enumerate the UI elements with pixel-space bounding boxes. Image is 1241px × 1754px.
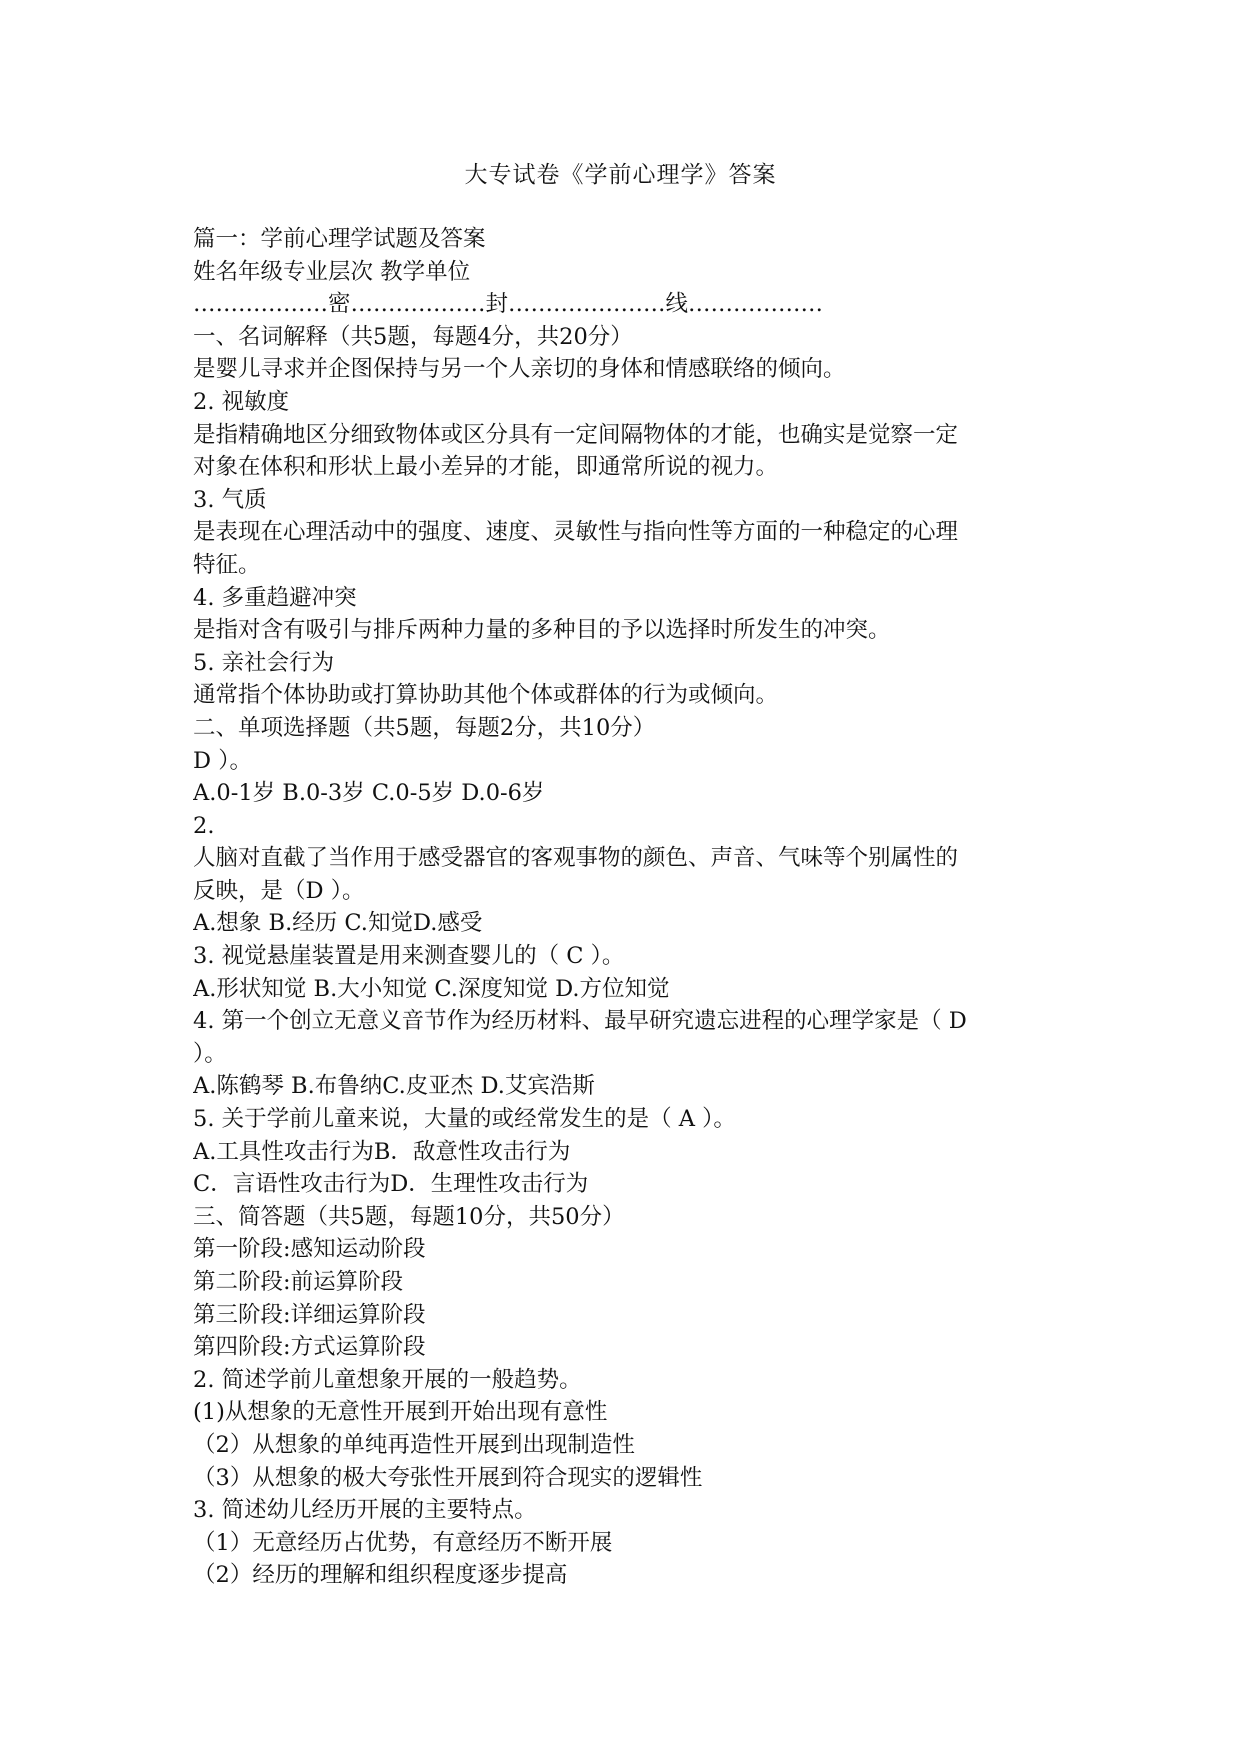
- answer-text: 是婴儿寻求并企图保持与另一个人亲切的身体和情感联络的倾向。: [193, 356, 846, 383]
- question-text: 3. 视觉悬崖装置是用来测查婴儿的（ C ）。: [193, 943, 625, 970]
- question-text: 3. 简述幼儿经历开展的主要特点。: [193, 1497, 537, 1524]
- header-info-line: 姓名年级专业层次 教学单位: [193, 258, 471, 285]
- choice-options: A.0-1岁 B.0-3岁 C.0-5岁 D.0-6岁: [193, 780, 545, 807]
- question-text: 人脑对直截了当作用于感受器官的客观事物的颜色、声音、气味等个别属性的: [193, 845, 959, 872]
- section-heading-multiple-choice: 二、单项选择题（共5题，每题2分，共10分）: [193, 714, 656, 741]
- section-heading-short-answer: 三、简答题（共5题，每题10分，共50分）: [193, 1203, 625, 1230]
- answer-text: 第四阶段:方式运算阶段: [193, 1334, 426, 1361]
- answer-text: 特征。: [193, 551, 261, 578]
- answer-text: （2）经历的理解和组织程度逐步提高: [193, 1562, 568, 1589]
- answer-text: 是表现在心理活动中的强度、速度、灵敏性与指向性等方面的一种稳定的心理: [193, 519, 959, 546]
- choice-options: A.工具性攻击行为B．敌意性攻击行为: [193, 1138, 571, 1165]
- choice-options: A.想象 B.经历 C.知觉D.感受: [193, 910, 483, 937]
- section-heading-part-one: 篇一：学前心理学试题及答案: [193, 226, 486, 252]
- answer-text: 对象在体积和形状上最小差异的才能，即通常所说的视力。: [193, 454, 779, 481]
- choice-options: C．言语性攻击行为D．生理性攻击行为: [193, 1171, 589, 1198]
- question-label: 5. 亲社会行为: [193, 649, 335, 676]
- question-text: ）。: [193, 1040, 227, 1067]
- answer-text: (1)从想象的无意性开展到开始出现有意性: [193, 1399, 608, 1426]
- choice-options: A.陈鹤琴 B.布鲁纳C.皮亚杰 D.艾宾浩斯: [193, 1073, 595, 1100]
- answer-text: D ）。: [193, 747, 252, 774]
- answer-text: 第三阶段:详细运算阶段: [193, 1301, 426, 1328]
- answer-text: （1）无意经历占优势，有意经历不断开展: [193, 1529, 613, 1556]
- document-body: [193, 223, 1053, 1592]
- seal-line: ………………密………………封…………………线………………: [193, 291, 824, 318]
- question-label: 2.: [193, 812, 215, 839]
- question-label: 4. 多重趋避冲突: [193, 584, 357, 611]
- question-label: 3. 气质: [193, 486, 267, 513]
- answer-text: 是指精确地区分细致物体或区分具有一定间隔物体的才能，也确实是觉察一定: [193, 421, 959, 448]
- answer-text: 第二阶段:前运算阶段: [193, 1269, 404, 1295]
- answer-text: （3）从想象的极大夸张性开展到符合现实的逻辑性: [193, 1464, 703, 1491]
- document-title: 大专试卷《学前心理学》答案: [464, 162, 777, 188]
- answer-text: 通常指个体协助或打算协助其他个体或群体的行为或倾向。: [193, 682, 779, 709]
- question-text: 2. 简述学前儿童想象开展的一般趋势。: [193, 1366, 582, 1393]
- question-text: 5. 关于学前儿童来说，大量的或经常发生的是（ A ）。: [193, 1106, 736, 1133]
- choice-options: A.形状知觉 B.大小知觉 C.深度知觉 D.方位知觉: [193, 975, 670, 1002]
- question-label: 2. 视敏度: [193, 388, 290, 415]
- answer-text: 第一阶段:感知运动阶段: [193, 1236, 426, 1263]
- question-text: 反映，是（D ）。: [193, 877, 365, 904]
- answer-text: （2）从想象的单纯再造性开展到出现制造性: [193, 1431, 635, 1458]
- question-text: 4. 第一个创立无意义音节作为经历材料、最早研究遗忘进程的心理学家是（ D: [193, 1008, 967, 1035]
- answer-text: 是指对含有吸引与排斥两种力量的多种目的予以选择时所发生的冲突。: [193, 617, 891, 644]
- section-heading-definitions: 一、名词解释（共5题，每题4分，共20分）: [193, 323, 633, 350]
